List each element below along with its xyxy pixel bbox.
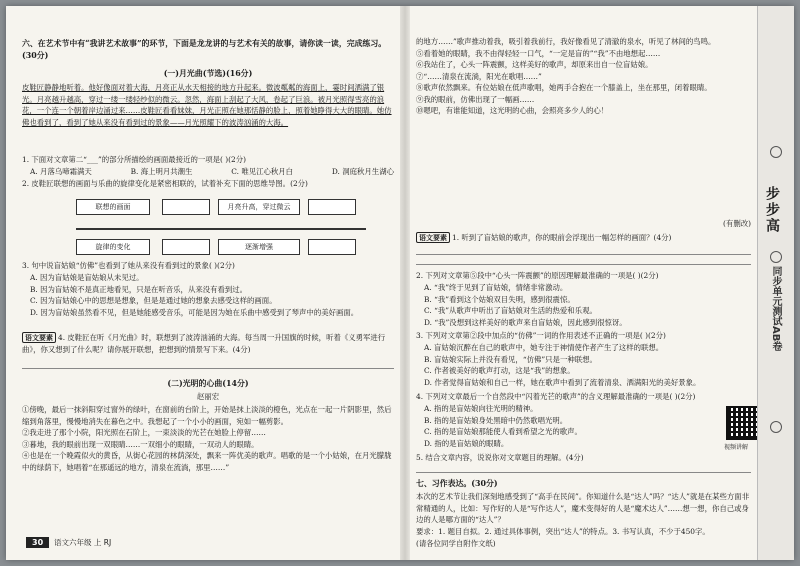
binder-hole [770, 146, 782, 158]
left-q3: 3. 句中说盲姑娘“仿佛”也看到了她从来没有看到过的景象( )(2分) [22, 261, 235, 270]
paragraph: ③暮地，我的眼前出现一双眼睛……一双细小的眼睛，一双动人的眼睛。 [22, 439, 259, 449]
paragraph: ⑧歌声依然飘来。有位姑娘在低声歌唱，她两手合抱在一个膝盖上，坐在那里，闭着眼睛。 [416, 83, 712, 92]
option-d[interactable]: D. 作者觉得盲姑娘和自己一样，她在歌声中看到了流着清泉、洒满阳光的美好景象。 [424, 377, 701, 387]
part2-body [22, 404, 394, 473]
mind-blank-4[interactable] [308, 239, 356, 255]
paragraph: ⑨我的眼前，仿佛出现了一幅画…… [416, 94, 535, 104]
thinking-tag: 语文要素 [22, 332, 56, 343]
binder-hole [770, 421, 782, 433]
right-q1 [416, 232, 751, 244]
exam-spread [6, 6, 794, 560]
section7-title: 七、习作表达。(30分) [416, 479, 498, 488]
brand-sidebar [757, 6, 794, 560]
answer-line[interactable] [416, 264, 751, 265]
paragraph: 的地方……”歌声推动着我，吸引着我前行，我好像看见了清澈的泉水，听见了林间的鸟鸣。 [416, 37, 716, 46]
binder-hole [770, 251, 782, 263]
part1-body: 皮鞋匠静静地听着。他好像面对着大海，月亮正从水天相接的地方升起来。微波粼粼的海面上，霎时间洒满了银光。月亮越升越高，穿过一缕一缕轻纱似的微云。忽然，海面上刮起了大风，卷起了巨浪。被月光照得雪亮的浪花，一个连一个朝着岸边涌过来……皮鞋匠看看妹妹，月光正照在她那恬静的脸上，照着她睁得大大的眼睛。她仿佛也看到了，看到了她从来没有看到过的景象——月光照耀下的波涛汹涌的大海。 [22, 83, 392, 127]
qr-label: 视频讲解 [724, 444, 749, 451]
option-d[interactable]: D. 洞庭秋月生湖心 [331, 167, 394, 176]
right-q4: 4. 下列对文章最后一个自然段中“闪着光芒的歌声”的含义理解最准确的一项是( )(2分) [416, 392, 696, 401]
option-c[interactable]: C. “我”从歌声中听出了盲姑娘对生活的热爱和乐观。 [424, 306, 597, 315]
option-b[interactable]: B. 因为盲姑娘不是真正地看见，只是在听音乐，从来没有看到过。 [30, 284, 248, 294]
part1-title: (一)月光曲(节选)(16分) [163, 69, 253, 78]
option-c[interactable]: C. 唯见江心秋月白 [231, 167, 294, 176]
left-q3-options [30, 272, 394, 318]
mind-blank-2[interactable] [308, 199, 356, 215]
right-q1-text: 1. 听到了盲姑娘的歌声，你的眼前会浮现出一幅怎样的画面？(4分) [452, 233, 672, 242]
option-d[interactable]: D. “我”没想到这样美好的歌声来自盲姑娘，因此感到很惊讶。 [424, 317, 627, 327]
page-number: 30 [26, 537, 49, 548]
source-note: (有删改) [723, 219, 751, 228]
section7-body: 本次的艺术节让我们深刻地感受到了“高手在民间”。你知道什么是“达人”吗？“达人”就是在某些方面非常精通的人，比如：写作好的人是“写作达人”，魔术变得好的人是“魔术达人”……想一想，你自己或身边的人是哪方面的“达人”？ [416, 492, 750, 524]
right-q4-options [424, 403, 704, 449]
left-q2: 2. 皮鞋匠联想的画面与乐曲的旋律变化是紧密相联的，试着补充下面的思维导图。(2分) [22, 179, 308, 188]
answer-line[interactable] [416, 254, 751, 255]
mind-box-picture: 联想的画面 [76, 199, 150, 215]
option-b[interactable]: B. “我”看到这个姑娘双目失明，感到很震惊。 [424, 294, 575, 304]
option-c[interactable]: C. 因为盲姑娘心中的思想是想象，但是是通过她的想象去感受这样的画面。 [30, 296, 277, 305]
page-footer-label: 语文六年级 上 RJ [54, 538, 112, 547]
option-c[interactable]: C. 指的是盲姑娘那能使人看到希望之光的歌声。 [424, 427, 582, 436]
option-a[interactable]: A. 因为盲姑娘是盲姑娘从未见过。 [30, 273, 144, 282]
paragraph: ⑤看着她的眼睛，我不由得轻轻一口气，“一定是盲的”“我”不由地想起…… [416, 48, 661, 58]
brand-logo: 步步高 [764, 186, 780, 234]
right-page [406, 6, 794, 560]
left-q4-text: 4. 皮鞋匠在听《月光曲》时，联想到了波涛汹涌的大海。每当周一升国旗的时候，听着《义勇军进行曲》，你又想到了什么呢？请你展开联想，把想到的情景写下来。(4分) [22, 333, 386, 354]
right-q5: 5. 结合文章内容，说说你对文章题目的理解。(4分) [416, 453, 584, 462]
option-a[interactable]: A. 指的是盲姑娘向往光明的精神。 [424, 404, 538, 413]
option-d[interactable]: D. 因为盲姑娘虽然看不见，但是她能感受音乐，可能是因为她在乐曲中感受到了琴声中的美好画面。 [30, 307, 359, 317]
left-q1: 1. 下面对文章第二“___”的部分所描绘的画面最接近的一项是( )(2分) [22, 155, 247, 164]
answer-line[interactable] [22, 368, 394, 369]
right-q2: 2. 下列对文章第⑤段中“心头一阵震颤”的原因理解最准确的一项是( )(2分) [416, 271, 659, 280]
option-a[interactable]: A. 盲姑娘沉醉在自己的歌声中，她专注于神情使作者产生了这样的联想。 [424, 343, 664, 352]
left-q1-options [30, 166, 394, 178]
mind-blank-3[interactable] [162, 239, 210, 255]
right-q3-options [424, 342, 751, 388]
mind-box-melody: 旋律的变化 [76, 239, 150, 255]
passage-continued [416, 36, 751, 117]
paragraph: ④也是在一个晚霞似火的黄昏，从街心花园的林荫深处，飘来一阵优美的歌声。唱歌的是一个小姑娘，在月光朦胧中的绿荫下，她唱着“在那遥远的地方，清泉在流淌，那里……” [22, 451, 392, 472]
section6-title: 六、在艺术节中有“我讲艺术故事”的环节，下面是龙龙讲的与艺术有关的故事，请你读一读，完成练习。(30分) [22, 39, 387, 60]
option-c[interactable]: C. 作者被美好的歌声打动，这是“我”的想象。 [424, 366, 575, 375]
mind-blank-1[interactable] [162, 199, 210, 215]
mind-arrow [76, 228, 366, 230]
answer-line[interactable] [416, 472, 751, 473]
paragraph: ⑥我站住了，心头一阵震颤，这样美好的歌声，却原来出自一位盲姑娘。 [416, 60, 653, 69]
option-a[interactable]: A. 月落乌啼霜满天 [30, 167, 92, 176]
option-b[interactable]: B. 指的是盲姑娘身处黑暗中仍然歌唱光明。 [424, 415, 568, 425]
paragraph: ①傍晚，最后一抹斜阳穿过窗外的绿叶，在窗前的台阶上，开始是抹上淡淡的橙色，光点在一起一片阴影里，然后缩到角落里，慢慢地消失在暮色之中。我想起了一个小小的画面，宛如一幅剪影。 [22, 405, 392, 426]
qr-code[interactable] [726, 406, 760, 440]
left-page [6, 6, 402, 560]
option-b[interactable]: B. 海上明月共潮生 [130, 167, 193, 176]
part2-title: (二)光明的心曲(14分) [167, 379, 249, 388]
paragraph: ⑦“……清泉在流淌，阳光在歌唱……” [416, 71, 542, 81]
thinking-tag: 语文要素 [416, 232, 450, 243]
mind-box-moon: 月亮升高，穿过微云 [218, 199, 300, 215]
section7-note: (请各位同学自附作文纸) [416, 539, 496, 548]
left-q4 [22, 332, 394, 355]
mind-box-stronger: 逐渐增强 [218, 239, 300, 255]
paragraph: ②我走进了那个小院，阳光照在石阶上，一束淡淡的光芒在她脸上停留…… [22, 428, 266, 437]
right-q3: 3. 下列对文章第②段中加点的“仿佛”一词的作用表述不正确的一项是( )(2分) [416, 331, 666, 340]
paragraph: ⑩嗯吧，有谁能知道，这光明的心曲，会照亮多少人的心！ [416, 106, 609, 115]
option-d[interactable]: D. 指的是盲姑娘的眼睛。 [424, 438, 509, 448]
section7-requirements: 要求：1. 题目自拟。2. 通过具体事例，突出“达人”的特点。3. 书写认真，不少于450字。 [416, 527, 710, 536]
option-b[interactable]: B. 盲姑娘实际上并没有看见，“仿佛”只是一种联想。 [424, 354, 597, 364]
part2-author: 赵丽宏 [196, 392, 220, 401]
option-a[interactable]: A. “我”终于见到了盲姑娘，情绪非常激动。 [424, 283, 568, 292]
series-title: 同步单元测试AB卷 [770, 266, 781, 352]
right-q2-options [424, 282, 751, 328]
